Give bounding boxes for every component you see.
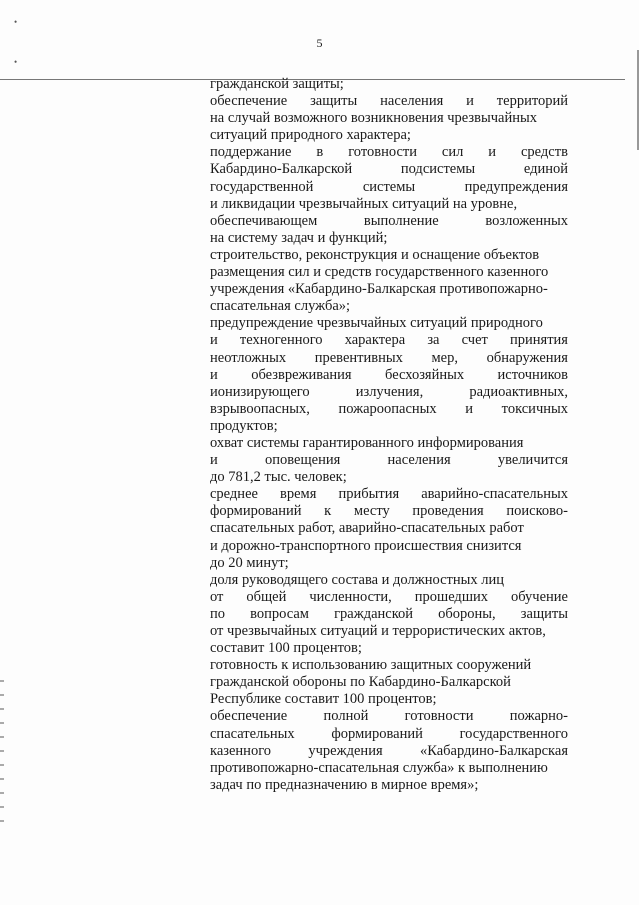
text-word: обучение — [510, 588, 568, 605]
text-word: полной — [323, 708, 369, 725]
text-line — [210, 230, 568, 247]
text-word: поддержание — [210, 144, 292, 161]
text-word: оповещения — [265, 452, 341, 469]
text-word: выполнение — [363, 212, 439, 229]
text-word: на случай возможного возникновения чрезвычайных — [210, 110, 537, 127]
text-word: излучения, — [355, 383, 424, 400]
text-word: обнаружения — [486, 349, 568, 366]
text-word: численности, — [309, 588, 392, 605]
text-word: взрывоопасных, — [210, 400, 310, 417]
text-word: охват системы гарантированного информирования — [210, 434, 524, 451]
text-word: единой — [523, 161, 568, 178]
text-word: пожароопасных — [338, 400, 437, 417]
text-line — [210, 538, 568, 555]
page-number: 5 — [316, 36, 323, 50]
text-word: токсичных — [501, 400, 568, 417]
text-line — [210, 486, 568, 503]
text-line — [210, 452, 568, 469]
text-word: гражданской обороны по Кабардино-Балкарской — [210, 674, 511, 691]
text-line — [210, 657, 568, 674]
text-line — [210, 708, 568, 725]
text-word: и — [210, 332, 218, 349]
text-line — [210, 726, 568, 743]
text-word: спасательная служба»; — [210, 298, 351, 315]
text-word: характера — [344, 332, 406, 349]
text-line — [210, 93, 568, 110]
text-line — [210, 503, 568, 520]
text-word: спасательных работ, аварийно-спасательных работ — [210, 520, 524, 537]
text-word: готовность к использованию защитных сооружений — [210, 657, 532, 674]
text-line — [210, 264, 568, 281]
text-line — [210, 418, 568, 435]
text-word: населения — [380, 93, 444, 110]
text-word: гражданской защиты; — [210, 76, 344, 92]
text-word: время — [280, 486, 317, 503]
text-word: счет — [461, 332, 488, 349]
text-word: от чрезвычайных ситуаций и террористических актов, — [210, 623, 546, 639]
text-word: и — [210, 452, 218, 469]
text-word: увеличится — [497, 452, 568, 469]
text-word: до 781,2 тыс. человек; — [210, 469, 347, 486]
body-text — [210, 76, 568, 794]
text-line — [210, 179, 568, 196]
text-line — [210, 196, 568, 213]
text-word: системы — [362, 178, 416, 195]
text-line — [210, 315, 568, 332]
text-word: сил — [441, 144, 464, 161]
text-word: среднее — [210, 486, 258, 503]
text-word: к — [324, 503, 332, 520]
text-line — [210, 623, 568, 640]
text-line — [210, 161, 568, 178]
text-line — [210, 777, 568, 794]
text-word: населения — [387, 452, 451, 469]
text-word: вопросам — [250, 605, 309, 622]
text-line — [210, 110, 568, 127]
text-line — [210, 367, 568, 384]
text-word: Республике составит 100 процентов; — [210, 691, 437, 708]
text-word: обеспечение — [210, 93, 288, 110]
text-line — [210, 350, 568, 367]
text-line — [210, 606, 568, 623]
scan-edge-dots — [0, 680, 4, 830]
text-word: в — [316, 144, 324, 161]
text-word: техногенного — [239, 332, 323, 349]
text-word: обезвреживания — [251, 366, 352, 383]
text-word: и — [465, 400, 474, 417]
text-word: принятия — [510, 332, 568, 349]
text-word: формирований — [210, 503, 302, 520]
text-line — [210, 640, 568, 657]
text-line — [210, 298, 568, 315]
text-word: учреждения «Кабардино-Балкарская противопожарно- — [210, 281, 548, 298]
text-word: формирований — [331, 725, 423, 742]
text-word: составит 100 процентов; — [210, 640, 362, 657]
text-word: территорий — [496, 93, 568, 110]
text-word: от — [210, 588, 224, 605]
text-word: государственной — [210, 178, 314, 195]
text-word: государственного — [459, 725, 568, 742]
text-word: ионизирующего — [210, 383, 310, 400]
text-word: радиоактивных, — [469, 383, 568, 400]
text-word: противопожарно-спасательная служба» к выполнению — [210, 759, 548, 776]
text-word: и ликвидации чрезвычайных ситуаций на уровне, — [210, 195, 518, 212]
text-line — [210, 674, 568, 691]
text-line — [210, 469, 568, 486]
text-word: до 20 минут; — [210, 554, 289, 571]
text-word: на систему задач и функций; — [210, 229, 388, 246]
text-word: источников — [497, 366, 568, 383]
text-line — [210, 760, 568, 777]
text-line — [210, 589, 568, 606]
text-word: учреждения — [308, 742, 383, 759]
text-word: бесхозяйных — [385, 366, 465, 383]
text-word: аварийно-спасательных — [421, 486, 568, 503]
text-word: обеспечение — [210, 708, 288, 725]
text-word: и — [488, 144, 497, 161]
text-line — [210, 572, 568, 589]
text-line — [210, 555, 568, 572]
scan-mark: • — [14, 17, 18, 27]
text-word: доля руководящего состава и должностных лиц — [210, 571, 505, 588]
text-word: «Кабардино-Балкарская — [419, 742, 568, 759]
text-word: готовности — [404, 708, 474, 725]
text-line — [210, 743, 568, 760]
text-line — [210, 520, 568, 537]
text-word: неотложных — [210, 349, 287, 366]
text-word: предупреждение чрезвычайных ситуаций природного — [210, 315, 543, 332]
text-word: и — [466, 93, 474, 110]
text-word: размещения сил и средств государственного казенного — [210, 264, 549, 281]
scan-mark: • — [14, 57, 18, 67]
text-word: продуктов; — [210, 417, 278, 434]
text-line — [210, 384, 568, 401]
text-word: обороны, — [438, 605, 496, 622]
text-word: ситуаций природного характера; — [210, 127, 411, 144]
text-line — [210, 127, 568, 144]
text-line — [210, 435, 568, 452]
text-word: задач по предназначению в мирное время»; — [210, 776, 479, 793]
text-word: превентивных — [314, 349, 403, 366]
text-word: подсистемы — [400, 161, 476, 178]
text-line — [210, 281, 568, 298]
text-line — [210, 247, 568, 264]
text-word: предупреждения — [464, 178, 568, 195]
text-line — [210, 401, 568, 418]
text-word: общей — [246, 588, 287, 605]
text-line — [210, 691, 568, 708]
text-word: по — [210, 605, 226, 622]
text-word: месту — [353, 503, 390, 520]
text-line — [210, 144, 568, 161]
text-word: готовности — [348, 144, 417, 161]
text-word: и дорожно-транспортного происшествия снизится — [210, 537, 522, 554]
text-word: пожарно- — [509, 708, 568, 725]
text-word: средств — [521, 144, 568, 161]
text-word: возложенных — [485, 212, 568, 229]
text-word: защиты — [520, 605, 568, 622]
text-word: прошедших — [414, 588, 488, 605]
text-word: проведения — [412, 503, 484, 520]
text-line — [210, 76, 568, 93]
text-word: обеспечивающем — [210, 212, 318, 229]
text-word: Кабардино-Балкарской — [210, 161, 353, 178]
text-word: прибытия — [338, 486, 400, 503]
text-word: за — [427, 332, 440, 349]
text-word: спасательных — [210, 725, 295, 742]
text-word: поисково- — [506, 503, 568, 520]
text-word: казенного — [210, 742, 272, 759]
text-word: и — [210, 366, 218, 383]
text-line — [210, 332, 568, 349]
text-word: защиты — [310, 93, 358, 110]
text-word: мер, — [431, 349, 458, 366]
text-word: гражданской — [334, 605, 414, 622]
text-line — [210, 213, 568, 230]
text-word: строительство, реконструкция и оснащение объектов — [210, 246, 540, 263]
